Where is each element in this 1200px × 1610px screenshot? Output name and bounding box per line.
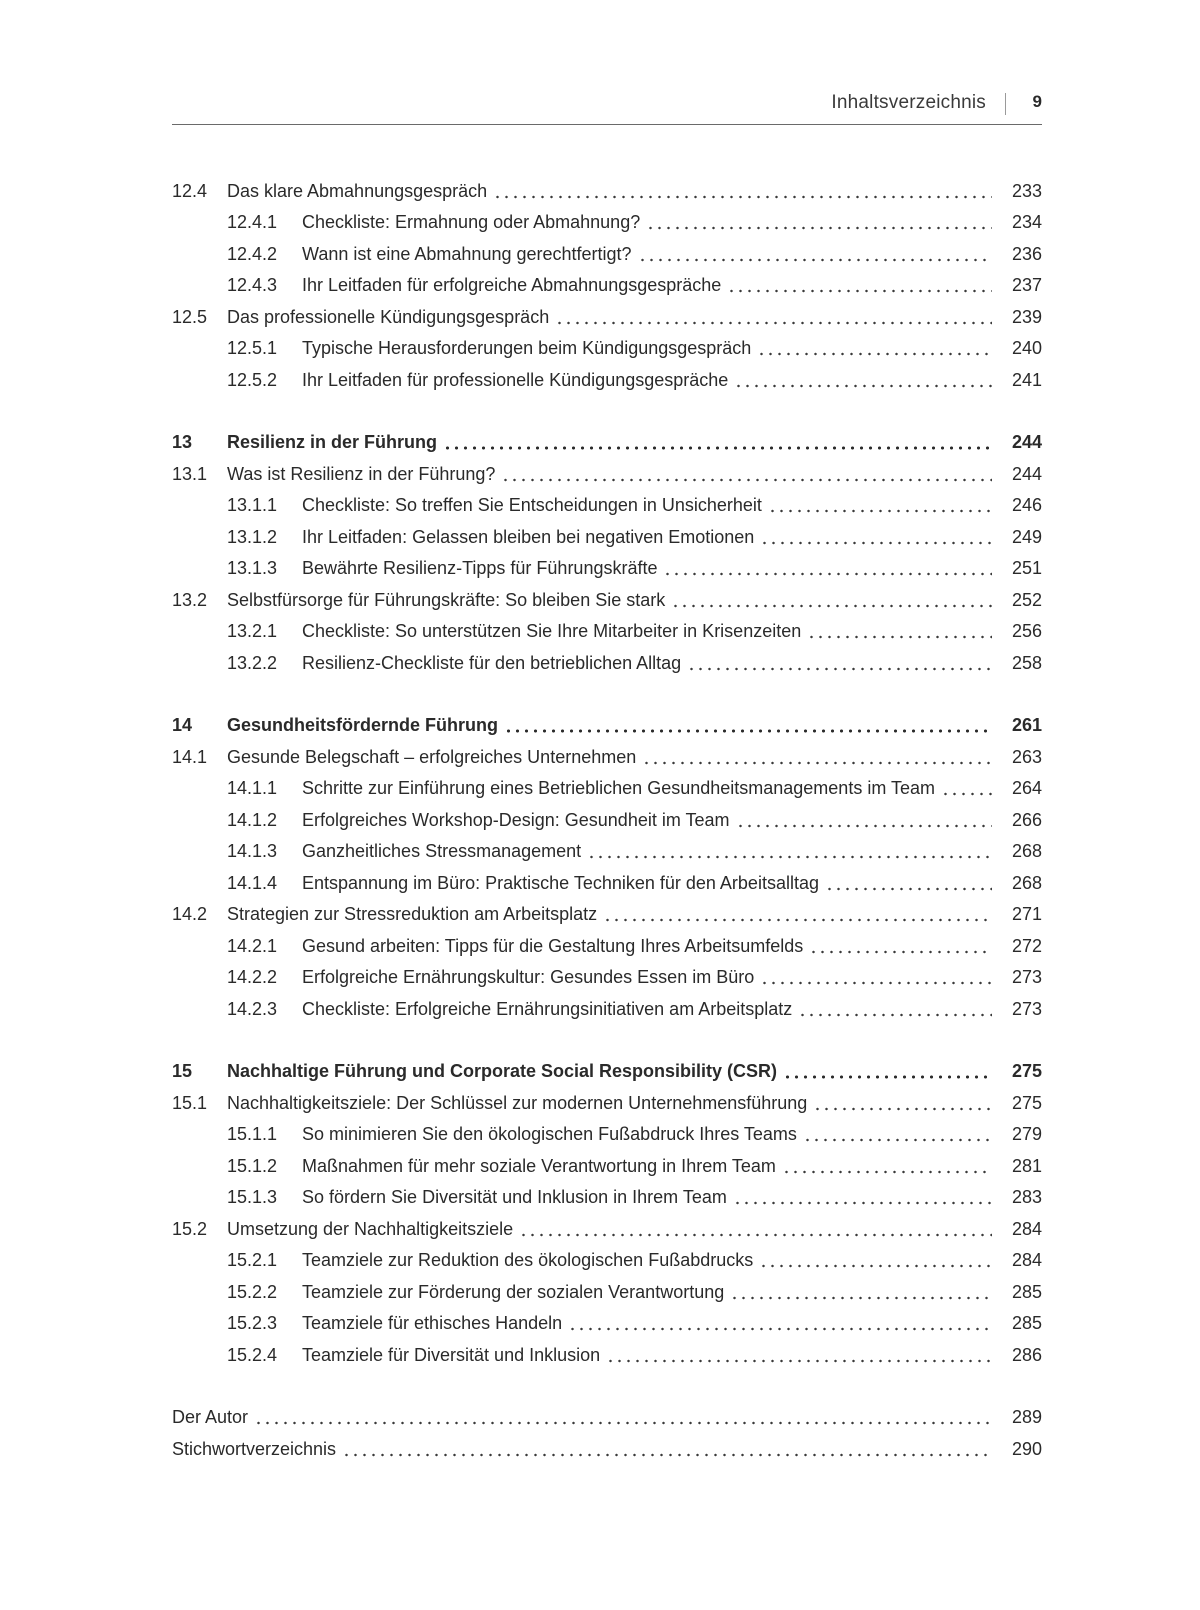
toc-entry[interactable] (172, 359, 1042, 391)
toc-entry-number: 14.2 (172, 904, 208, 924)
toc-entry-number: 13.2.1 (227, 621, 278, 641)
toc-entry[interactable] (172, 1114, 1042, 1146)
dot-leader (782, 1154, 992, 1176)
running-head-separator (1005, 93, 1006, 115)
toc-entry[interactable] (172, 768, 1042, 800)
toc-entry-number: 12.4.1 (227, 212, 278, 232)
toc-entry-title: Was ist Resilienz in der Führung? (227, 463, 496, 484)
toc-entry-title: Selbstfürsorge für Führungskräfte: So bleiben Sie stark (227, 589, 666, 610)
dot-leader (587, 839, 992, 861)
toc-entry-page: 284 (1011, 1218, 1042, 1239)
toc-entry[interactable] (172, 1208, 1042, 1240)
toc-entry-number: 13.2 (172, 589, 208, 610)
dot-leader (663, 556, 992, 578)
toc-entry[interactable] (172, 831, 1042, 863)
toc-entry-number: 14.1 (172, 746, 208, 767)
toc-entry-number: 15 (172, 1061, 193, 1081)
toc-entry[interactable] (172, 1177, 1042, 1209)
toc-entry-title: Teamziele für Diversität und Inklusion (302, 1344, 601, 1365)
toc-entry-title: Ihr Leitfaden: Gelassen bleiben bei negativen Emotionen (302, 526, 755, 547)
toc-entry[interactable] (172, 233, 1042, 265)
dot-leader (501, 462, 992, 484)
toc-entry-page: 233 (1011, 180, 1042, 201)
toc-entry-number: 15.1 (172, 1092, 208, 1113)
toc-entry[interactable] (172, 642, 1042, 674)
dot-leader (813, 1091, 992, 1113)
toc-entry-page: 289 (1011, 1407, 1042, 1427)
toc-entry-title: Checkliste: Ermahnung oder Abmahnung? (302, 212, 641, 232)
toc-entry-number: 12.5.1 (227, 338, 278, 358)
toc-entry-number: 15.2.2 (227, 1281, 278, 1302)
toc-entry-title: Wann ist eine Abmahnung gerechtfertigt? (302, 243, 632, 264)
toc-entry[interactable] (172, 1303, 1042, 1335)
toc-entry-title: Checkliste: So treffen Sie Entscheidungen in Unsicherheit (302, 495, 762, 515)
toc-entry-page: 240 (1011, 338, 1042, 358)
dot-leader (671, 588, 992, 610)
toc-entry-page: 258 (1011, 652, 1042, 673)
toc-entry-title: Ganzheitliches Stressmanagement (302, 841, 582, 861)
toc-entry-page: 261 (1011, 715, 1042, 735)
dot-leader (757, 336, 992, 358)
toc-entry-number: 14.1.2 (227, 809, 278, 830)
toc-entry-title: Checkliste: So unterstützen Sie Ihre Mitarbeiter in Krisenzeiten (302, 621, 802, 641)
toc-entry-title: Ihr Leitfaden für erfolgreiche Abmahnungsgespräche (302, 275, 722, 295)
dot-leader (809, 934, 992, 956)
toc-entry-number: 12.4 (172, 180, 208, 201)
dot-leader (606, 1343, 992, 1365)
toc-entry-title: Das klare Abmahnungsgespräch (227, 180, 488, 201)
toc-entry-page: 236 (1011, 243, 1042, 264)
toc-entry-page: 264 (1011, 778, 1042, 798)
toc-entry-title: Resilienz in der Führung (227, 432, 438, 452)
toc-entry[interactable] (172, 453, 1042, 485)
dot-leader (504, 713, 992, 735)
toc-entry-title: Nachhaltige Führung und Corporate Social Responsibility (CSR) (227, 1061, 778, 1081)
toc-entry-page: 275 (1011, 1061, 1042, 1081)
running-head (172, 88, 1042, 125)
toc-entry-number: 13 (172, 432, 193, 452)
toc-entry-title: Umsetzung der Nachhaltigkeitsziele (227, 1218, 514, 1239)
dot-leader (768, 493, 992, 515)
toc-entry-number: 15.1.1 (227, 1124, 278, 1144)
toc-entry-title: Teamziele für ethisches Handeln (302, 1313, 563, 1333)
toc-entry-number: 12.4.3 (227, 275, 278, 295)
toc-entry-number: 14.1.1 (227, 778, 278, 798)
toc-entry-number: 15.1.3 (227, 1187, 278, 1207)
dot-leader (803, 1122, 992, 1144)
toc-entry-page: 266 (1011, 809, 1042, 830)
toc-entry-number: 14.2.3 (227, 998, 278, 1019)
toc-entry-page: 283 (1011, 1187, 1042, 1207)
dot-leader (825, 871, 992, 893)
toc-entry-title: Checkliste: Erfolgreiche Ernährungsinitiativen am Arbeitsplatz (302, 998, 793, 1019)
dot-leader (734, 368, 992, 390)
dot-leader (642, 745, 992, 767)
toc-entry[interactable] (172, 170, 1042, 202)
toc-entry-page: 271 (1011, 904, 1042, 924)
toc-entry-page: 246 (1011, 495, 1042, 515)
toc-entry-title: Typische Herausforderungen beim Kündigungsgespräch (302, 338, 752, 358)
toc-entry[interactable] (172, 1334, 1042, 1366)
dot-leader (733, 1185, 992, 1207)
toc-entry-title: Gesunde Belegschaft – erfolgreiches Unternehmen (227, 746, 637, 767)
toc-entry-title: Entspannung im Büro: Praktische Techniken für den Arbeitsalltag (302, 872, 819, 893)
toc-entry-page: 241 (1011, 369, 1042, 390)
toc-entry-title: Maßnahmen für mehr soziale Verantwortung in Ihrem Team (302, 1155, 776, 1176)
toc-entry-title: Erfolgreiche Ernährungskultur: Gesundes Essen im Büro (302, 967, 755, 987)
toc-entry-number: 15.2.1 (227, 1250, 278, 1270)
toc-entry-title: Teamziele zur Reduktion des ökologischen Fußabdrucks (302, 1250, 754, 1270)
toc-entry-number: 15.2.4 (227, 1344, 278, 1365)
toc-entry-title: Resilienz-Checkliste für den betrieblichen Alltag (302, 652, 682, 673)
toc-entry[interactable] (172, 988, 1042, 1020)
dot-leader (493, 179, 992, 201)
toc-entry-page: 281 (1011, 1155, 1042, 1176)
toc-entry[interactable] (172, 611, 1042, 643)
toc-entry[interactable] (172, 328, 1042, 360)
toc-entry-title: Schritte zur Einführung eines Betrieblichen Gesundheitsmanagements im Team (302, 778, 936, 798)
toc-entry-page: 284 (1011, 1250, 1042, 1270)
toc-entry[interactable] (172, 1082, 1042, 1114)
toc-entry[interactable] (172, 579, 1042, 611)
toc-entry-title: Ihr Leitfaden für professionelle Kündigungsgespräche (302, 369, 729, 390)
toc-entry[interactable] (172, 862, 1042, 894)
dot-leader (783, 1059, 992, 1081)
toc-entry-title: So minimieren Sie den ökologischen Fußabdruck Ihres Teams (302, 1124, 797, 1144)
dot-leader (555, 305, 992, 327)
toc-entry[interactable] (172, 1240, 1042, 1272)
toc-entry-page: 290 (1011, 1438, 1042, 1459)
toc-entry-page: 275 (1011, 1092, 1042, 1113)
toc-entry-title: Teamziele zur Förderung der sozialen Verantwortung (302, 1281, 725, 1302)
toc-entry-title: Strategien zur Stressreduktion am Arbeitsplatz (227, 904, 598, 924)
toc-entry-page: 285 (1011, 1281, 1042, 1302)
toc-entry[interactable] (172, 296, 1042, 328)
dot-leader (760, 965, 992, 987)
toc-entry[interactable] (172, 1397, 1042, 1429)
toc-entry[interactable] (172, 925, 1042, 957)
dot-leader (443, 430, 992, 452)
toc-entry[interactable] (172, 1051, 1042, 1083)
toc-entry-title: So fördern Sie Diversität und Inklusion in Ihrem Team (302, 1187, 727, 1207)
toc-entry-number: 12.5 (172, 306, 208, 327)
toc-entry-title: Gesundheitsfördernde Führung (227, 715, 499, 735)
toc-entry-title: Nachhaltigkeitsziele: Der Schlüssel zur modernen Unternehmensführung (227, 1092, 808, 1113)
toc-entry[interactable] (172, 1271, 1042, 1303)
toc-entry-page: 279 (1011, 1124, 1042, 1144)
dot-leader (760, 525, 992, 547)
toc-entry-title: Der Autor (172, 1407, 249, 1427)
toc-entry[interactable] (172, 799, 1042, 831)
toc-entry[interactable] (172, 894, 1042, 926)
table-of-contents (172, 170, 1042, 1460)
dot-leader (941, 776, 992, 798)
toc-entry-page: 268 (1011, 872, 1042, 893)
dot-leader (807, 619, 992, 641)
toc-entry-number: 13.1.3 (227, 558, 278, 578)
dot-leader (342, 1437, 992, 1459)
toc-entry-title: Stichwortverzeichnis (172, 1438, 337, 1459)
toc-entry-number: 15.2.3 (227, 1313, 278, 1333)
toc-entry-page: 268 (1011, 841, 1042, 861)
toc-entry-title: Gesund arbeiten: Tipps für die Gestaltung Ihres Arbeitsumfelds (302, 935, 804, 956)
dot-leader (687, 651, 992, 673)
toc-entry-number: 14.1.3 (227, 841, 278, 861)
dot-leader (736, 808, 992, 830)
toc-entry-page: 239 (1011, 306, 1042, 327)
toc-entry-number: 14.2.1 (227, 935, 278, 956)
dot-leader (519, 1217, 992, 1239)
toc-entry-page: 272 (1011, 935, 1042, 956)
toc-entry[interactable] (172, 265, 1042, 297)
toc-entry[interactable] (172, 485, 1042, 517)
toc-entry-page: 286 (1011, 1344, 1042, 1365)
dot-leader (568, 1311, 992, 1333)
dot-leader (646, 210, 992, 232)
toc-entry[interactable] (172, 202, 1042, 234)
toc-entry[interactable] (172, 516, 1042, 548)
dot-leader (759, 1248, 992, 1270)
toc-entry[interactable] (172, 957, 1042, 989)
toc-entry-number: 15.1.2 (227, 1155, 278, 1176)
toc-entry-page: 244 (1011, 463, 1042, 484)
toc-entry[interactable] (172, 705, 1042, 737)
toc-entry[interactable] (172, 422, 1042, 454)
toc-entry[interactable] (172, 1145, 1042, 1177)
toc-entry-page: 256 (1011, 621, 1042, 641)
toc-entry-number: 12.4.2 (227, 243, 278, 264)
toc-entry-title: Erfolgreiches Workshop-Design: Gesundheit im Team (302, 809, 730, 830)
toc-entry-page: 273 (1011, 967, 1042, 987)
toc-entry-page: 252 (1011, 589, 1042, 610)
toc-entry-title: Das professionelle Kündigungsgespräch (227, 306, 550, 327)
toc-entry-page: 251 (1011, 558, 1042, 578)
toc-entry-number: 13.1 (172, 463, 208, 484)
toc-entry-page: 285 (1011, 1313, 1042, 1333)
toc-entry-page: 249 (1011, 526, 1042, 547)
toc-entry-page: 273 (1011, 998, 1042, 1019)
toc-entry-number: 15.2 (172, 1218, 208, 1239)
dot-leader (730, 1280, 992, 1302)
toc-entry[interactable] (172, 1428, 1042, 1460)
toc-entry-title: Bewährte Resilienz-Tipps für Führungskräfte (302, 558, 658, 578)
toc-entry-number: 13.1.2 (227, 526, 278, 547)
dot-leader (254, 1405, 992, 1427)
toc-entry-number: 14 (172, 715, 193, 735)
toc-entry-number: 13.2.2 (227, 652, 278, 673)
toc-entry-number: 14.2.2 (227, 967, 278, 987)
dot-leader (727, 273, 992, 295)
toc-entry-page: 237 (1011, 275, 1042, 295)
page-number: 9 (1032, 92, 1042, 111)
dot-leader (603, 902, 992, 924)
toc-entry-number: 14.1.4 (227, 872, 278, 893)
toc-entry-page: 263 (1011, 746, 1042, 767)
toc-entry[interactable] (172, 548, 1042, 580)
toc-entry-page: 244 (1011, 432, 1042, 452)
toc-entry-number: 13.1.1 (227, 495, 278, 515)
dot-leader (798, 997, 992, 1019)
toc-entry[interactable] (172, 736, 1042, 768)
toc-entry-number: 12.5.2 (227, 369, 278, 390)
dot-leader (638, 242, 992, 264)
toc-entry-page: 234 (1011, 212, 1042, 232)
running-head-title: Inhaltsverzeichnis (831, 92, 986, 113)
